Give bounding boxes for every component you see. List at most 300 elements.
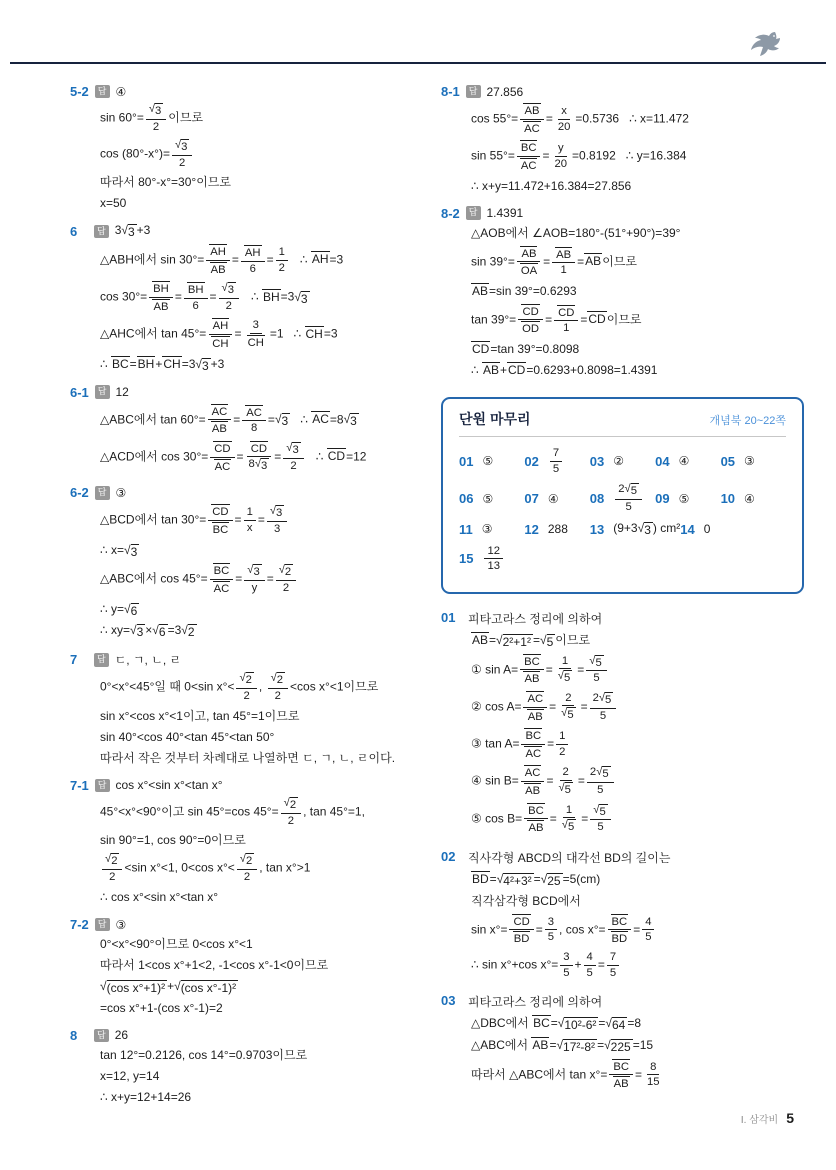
fraction	[236, 672, 256, 703]
overline-segment: AB	[613, 1078, 629, 1091]
fraction	[550, 447, 562, 475]
fraction-numerator	[149, 281, 173, 298]
radicand: 2	[187, 625, 195, 640]
answer-badge: 답	[95, 486, 110, 500]
fraction-denominator: 13	[487, 560, 500, 573]
overline-segment: BC	[524, 655, 540, 668]
square-root	[286, 442, 300, 457]
radicand: 3	[155, 105, 162, 117]
fraction-numerator	[184, 282, 208, 299]
problem-header	[70, 1028, 415, 1043]
solution-number: 02	[441, 848, 456, 864]
fraction-numerator	[521, 765, 545, 782]
problem-block	[441, 206, 804, 380]
radicand: 3	[276, 507, 283, 520]
fraction-denominator: 6	[249, 262, 256, 275]
answer-value: 1.4391	[486, 206, 524, 220]
fraction-denominator	[555, 669, 575, 685]
overline-segment: AB	[482, 363, 499, 377]
fraction-denominator: 5	[645, 931, 652, 944]
radical-sign: √	[496, 632, 503, 647]
answer-row	[459, 446, 786, 476]
fraction-denominator: 8 √ 3	[248, 458, 268, 473]
solution-line: sin x°<cos x°<1이고, tan 45°=1이므로	[100, 708, 300, 723]
solution-line: △ACD에서 cos 30°= $\frac{CD}{AC}$ = CD 8 √ 3 = √ 3 2 ∴ CD=12	[100, 441, 367, 473]
page-footer	[741, 1110, 794, 1126]
overline-segment: AB	[210, 263, 226, 276]
fraction-denominator	[520, 670, 543, 686]
solution-number: 03	[441, 993, 456, 1009]
square-root	[605, 1017, 627, 1033]
solution-line: ⑤ cos B= $\frac{BC}{AB}$ = 1 √ 5 = √ 5 5	[471, 802, 804, 836]
solution-line: ① sin A= $\frac{BC}{AB}$ = 1 √ 5 = √ 5 5	[471, 653, 804, 687]
overline-segment: AB	[556, 248, 572, 261]
radical-sign: √	[624, 483, 631, 496]
solution-line: =cos x°+1-(cos x°-1)=2	[100, 1000, 223, 1015]
answer-value: ⑤	[678, 491, 690, 506]
square-root	[130, 624, 145, 640]
overline-segment: AB	[521, 247, 537, 260]
fraction-numerator	[242, 405, 266, 422]
radical-sign: √	[148, 103, 156, 115]
fraction-numerator	[509, 914, 533, 931]
fraction	[210, 563, 234, 595]
radical-sign: √	[239, 853, 246, 866]
fraction-denominator: 5	[547, 931, 555, 944]
answer-row	[459, 521, 786, 538]
radical-sign: √	[269, 505, 277, 518]
square-root	[638, 522, 653, 538]
problem-header	[70, 485, 415, 500]
solution-number: 01	[441, 609, 456, 625]
overline-segment: CD	[558, 306, 575, 319]
fraction-denominator	[211, 458, 235, 474]
answer-value: ⑤	[482, 454, 494, 469]
solution-line: 0°<x°<90°이므로 0<cos x°<1	[100, 937, 253, 952]
radical-sign: √	[283, 796, 290, 809]
solution-block	[441, 993, 804, 1092]
square-root	[284, 797, 298, 812]
overline-segment: AC	[211, 405, 228, 418]
answer-item	[459, 491, 524, 506]
overline-segment: BC	[613, 1060, 630, 1073]
solution-line: BD= √ 4²+3² = √ 25 =5(cm)	[472, 871, 601, 888]
solution-line: sin 90°=1, cos 90°=0이므로	[100, 833, 246, 848]
problem-block	[70, 1028, 415, 1106]
fraction-numerator: y	[555, 142, 567, 157]
radical-sign: √	[221, 282, 228, 295]
square-root	[124, 544, 139, 560]
radical-sign: √	[174, 138, 182, 151]
fraction-numerator: 3	[560, 951, 572, 966]
answer-badge: 답	[94, 225, 109, 239]
radical-sign: √	[605, 1016, 612, 1031]
overline-segment: AH	[311, 252, 329, 267]
solution-line: 직사각형 ABCD의 대각선 BD의 길이는	[468, 850, 671, 865]
fraction-numerator: 8	[647, 1061, 659, 1076]
solution-line: CD=tan 39°=0.8098	[472, 342, 580, 356]
solution-line: ③ tan A= $\frac{BC}{AC}$ = $\frac{1}{2}$	[471, 727, 804, 761]
radicand: 2	[284, 566, 292, 579]
fraction	[517, 140, 541, 172]
fraction-numerator	[283, 442, 303, 459]
solution-line: 따라서 1<cos x°+1<2, -1<cos x°-1<0이므로	[100, 958, 329, 973]
fraction	[552, 142, 571, 170]
fraction-numerator	[146, 103, 166, 120]
square-root	[181, 624, 196, 640]
solution-line: 따라서 △ABC에서 tan x°= $\frac{BC}{AB}$ = $\frac{8}{15}$	[471, 1058, 804, 1092]
solution-line: 45°<x°<90°이고 sin 45°=cos 45°= √ 2 2 , tan 45°=1,	[100, 796, 365, 827]
overline-segment: AB	[211, 423, 227, 436]
square-root	[604, 1039, 633, 1055]
answer-value: 0	[703, 522, 711, 537]
radical-sign: √	[540, 871, 548, 886]
problem-block	[70, 84, 415, 212]
answer-item	[590, 454, 655, 469]
problem-header	[441, 206, 804, 221]
unit-review-answers	[459, 446, 786, 574]
fraction	[523, 691, 547, 723]
header-rule	[10, 62, 826, 64]
solution-line: △AOB에서 ∠AOB=180°-(51°+90°)=39°	[471, 225, 681, 240]
fraction	[208, 504, 232, 536]
square-root	[561, 707, 575, 722]
fraction	[518, 304, 543, 336]
overline-segment: CD	[250, 442, 268, 455]
fraction	[607, 951, 619, 979]
fraction	[149, 281, 173, 313]
radical-sign: √	[100, 979, 107, 994]
fraction-denominator	[517, 262, 541, 278]
answer-item	[459, 544, 524, 574]
square-root	[124, 603, 139, 619]
fraction-numerator	[172, 139, 192, 156]
answer-item	[459, 522, 524, 537]
answer-number: 03	[589, 453, 605, 469]
problem-block	[70, 385, 415, 475]
problem-header	[441, 84, 804, 99]
solution-line: sin 55°= $\frac{BC}{AC}$ = $\frac{y}{20}$ =0.8192 ∴ y=16.384	[471, 142, 687, 172]
problem-number: 5-2	[70, 84, 89, 99]
overline-segment: BC	[212, 524, 229, 536]
fraction-numerator	[517, 140, 541, 157]
fraction-numerator: 2	[560, 766, 572, 781]
overline-segment: CD	[327, 449, 346, 464]
answer-value: ③	[744, 454, 755, 469]
fraction	[268, 672, 288, 703]
fraction-numerator: 7	[607, 951, 619, 966]
problem-header	[70, 84, 415, 99]
answer-item	[590, 482, 655, 515]
solution-line: ∴ sin x°+cos x°= $\frac{3}{5}$ + $\frac{4}{5}$ = $\frac{7}{5}$	[471, 950, 804, 980]
overline-segment: BC	[525, 730, 542, 743]
content-columns	[70, 84, 804, 1117]
fraction-denominator	[610, 1075, 633, 1091]
fraction	[615, 483, 642, 514]
radicand: 3	[253, 566, 260, 579]
fraction-numerator: 3	[545, 916, 557, 931]
radicand: 3	[136, 625, 144, 640]
radicand: 2	[276, 674, 284, 687]
answer-value: ④	[115, 84, 127, 99]
radicand: 3	[201, 358, 209, 373]
solution-line: △BCD에서 tan 30°= $\frac{CD}{BC}$ = $\frac{1}{x}$ = √ 3 3	[100, 503, 415, 537]
fraction-numerator	[268, 672, 288, 689]
answer-value: 27.856	[486, 84, 524, 99]
fraction	[241, 245, 265, 275]
solution-line: ∴ x= √ 3	[100, 542, 138, 559]
problem-number: 6-2	[70, 485, 89, 501]
answer-number: 13	[589, 521, 605, 537]
radical-sign: √	[152, 623, 159, 638]
fraction	[267, 505, 287, 536]
fraction	[521, 728, 545, 760]
fraction-numerator	[208, 504, 232, 521]
fraction-denominator: 3	[273, 523, 281, 536]
overline-segment: AB	[585, 253, 602, 268]
fraction-denominator	[149, 298, 172, 314]
fraction-numerator	[554, 305, 578, 322]
fraction-denominator: 5	[586, 966, 593, 979]
radicand: 3	[644, 522, 651, 537]
overline-segment: AH	[212, 320, 229, 333]
answer-value: cos x°<sin x°<tan x°	[115, 778, 223, 793]
fraction-denominator: 15	[647, 1076, 660, 1089]
solution-line: ∴ xy= √ 3 × √ 6 =3 √ 2	[100, 623, 195, 640]
answer-value: ②	[613, 454, 625, 469]
fraction-numerator	[517, 246, 540, 263]
radicand: 3	[292, 443, 299, 456]
answer-value: ③	[481, 522, 493, 537]
overline-segment: BH	[262, 289, 280, 304]
problem-number: 7	[70, 652, 78, 668]
radicand: 3	[127, 225, 135, 240]
solution-line: AB= √ 2²+1² = √ 5 이므로	[472, 632, 591, 649]
answer-value: 12	[115, 385, 129, 400]
answer-value: ③	[115, 485, 127, 500]
answer-item	[524, 446, 589, 476]
answer-badge: 답	[94, 1029, 109, 1043]
radicand: 6	[158, 625, 166, 640]
solution-line: 0°<x°<45°일 때 0<sin x°< √ 2 2 , √ 2 2 <cos x°<1이므로	[100, 672, 379, 703]
fraction-numerator	[247, 441, 271, 458]
radicand: 5	[563, 672, 571, 685]
overline-segment: AC	[524, 122, 540, 135]
fraction-denominator: 5	[609, 966, 617, 979]
fraction	[520, 654, 544, 686]
overline-segment: AC	[312, 411, 329, 426]
problem-number: 6-1	[70, 384, 89, 400]
fraction-numerator: 1	[563, 804, 575, 819]
solution-block	[441, 610, 804, 836]
solution-line: ∴ AB+CD=0.6293+0.8098=1.4391	[471, 363, 658, 377]
answer-value	[482, 544, 505, 574]
fraction-denominator	[518, 320, 543, 336]
overline-segment: AH	[244, 246, 261, 259]
fraction	[587, 766, 614, 797]
unit-review-page-ref: 개념북 20~22쪽	[709, 415, 786, 427]
answer-number: 14	[680, 521, 695, 537]
radical-sign: √	[123, 601, 131, 616]
problem-block	[70, 223, 415, 373]
solution-line: 따라서 작은 것부터 차례대로 나열하면 ㄷ, ㄱ, ㄴ, ㄹ이다.	[100, 750, 396, 765]
radicand: 5	[546, 634, 554, 649]
radical-sign: √	[593, 803, 600, 816]
radicand: 225	[610, 1040, 631, 1055]
fraction-numerator: 1	[556, 730, 568, 745]
radical-sign: √	[129, 623, 137, 638]
fraction-numerator	[518, 304, 542, 321]
fraction-denominator	[209, 521, 233, 537]
right-problems	[441, 84, 804, 379]
radical-sign: √	[278, 564, 285, 577]
fraction-denominator: 1	[563, 322, 570, 335]
answer-badge: 답	[95, 385, 110, 399]
square-root	[596, 766, 610, 781]
solution-line: ∴ x+y=12+14=26	[100, 1089, 192, 1104]
problem-header	[70, 223, 415, 240]
fraction-numerator: 1	[244, 506, 256, 521]
fraction-numerator	[219, 282, 239, 299]
overline-segment: CH	[163, 356, 181, 371]
fraction-numerator	[236, 672, 256, 689]
fraction	[556, 730, 568, 758]
radicand: 25	[547, 873, 561, 888]
radical-sign: √	[604, 1038, 611, 1053]
radicand: 5	[602, 768, 609, 781]
square-root	[625, 483, 639, 498]
fraction	[208, 404, 232, 436]
radicand: 3	[300, 291, 308, 306]
radicand: 3	[227, 284, 234, 297]
fraction-denominator: 2	[274, 690, 281, 703]
answer-item	[459, 454, 524, 469]
radicand: 3	[130, 544, 138, 559]
solution-block	[441, 849, 804, 980]
answer-value: ③	[115, 917, 127, 932]
overline-segment: CD	[212, 506, 229, 519]
answer-row	[459, 482, 786, 515]
overline-segment: AB	[472, 632, 489, 647]
answer-number: 07	[524, 491, 539, 507]
solution-line: cos (80°-x°)= √ 3 2	[100, 138, 415, 171]
problem-block	[70, 485, 415, 640]
radical-sign: √	[254, 458, 261, 471]
fraction-numerator	[267, 505, 287, 522]
radicand: (cos x°-1)²	[180, 981, 237, 996]
radicand: 2	[245, 674, 252, 687]
solution-line: ② cos A= $\frac{AC}{AB}$ = 2 √ 5 = 2 √ 5 5	[471, 690, 804, 724]
solution-line: AB=sin 39°=0.6293	[472, 283, 577, 298]
radical-sign: √	[121, 223, 128, 238]
radical-sign: √	[561, 707, 568, 720]
solution-line: x=12, y=14	[100, 1068, 160, 1083]
radical-sign: √	[589, 654, 596, 667]
fraction-numerator	[210, 563, 234, 580]
answer-value: ④	[678, 454, 690, 469]
fraction	[545, 916, 557, 944]
fraction-denominator: 5	[597, 784, 604, 797]
problem-header	[70, 778, 415, 793]
fraction-denominator: 2	[559, 745, 566, 758]
answer-badge: 답	[95, 918, 110, 932]
solution-line: cos 55°= $\frac{AB}{AC}$ = $\frac{x}{20}$ =0.5736 ∴ x=11.472	[471, 105, 689, 135]
fraction	[172, 139, 192, 170]
fraction	[520, 103, 544, 135]
overline-segment: AB	[524, 105, 540, 117]
solution-line: tan 12°=0.2126, cos 14°=0.9703이므로	[100, 1047, 308, 1062]
square-root	[121, 224, 136, 240]
square-root	[599, 692, 613, 707]
fraction-denominator: 1	[560, 264, 567, 277]
fraction	[244, 506, 256, 534]
square-root	[589, 655, 603, 670]
problem-number: 7-2	[70, 917, 89, 933]
fraction-numerator	[552, 247, 575, 264]
problem-number: 7-1	[70, 777, 89, 793]
fraction	[210, 441, 234, 473]
solution-line: 피타고라스 정리에 의하여	[468, 995, 603, 1010]
radical-sign: √	[557, 670, 564, 683]
fraction	[237, 853, 257, 884]
solution-line: 직각삼각형 BCD에서	[471, 893, 581, 908]
fraction-numerator	[209, 318, 233, 335]
solution-line: △ABH에서 sin 30°= $\frac{AH}{AB}$ = $\frac{AH}{6}$ = $\frac{1}{2}$ ∴ AH=3	[100, 245, 344, 276]
answer-number: 10	[720, 491, 736, 507]
fraction-numerator	[609, 1059, 633, 1076]
fraction-numerator	[520, 654, 544, 671]
answer-badge: 답	[466, 206, 481, 220]
unit-review-header	[459, 409, 786, 437]
square-root	[275, 413, 290, 429]
fraction-denominator: 2	[278, 261, 285, 274]
fraction	[102, 853, 122, 884]
square-root	[105, 853, 119, 868]
square-root	[270, 505, 284, 520]
problem-number: 8	[70, 1027, 78, 1043]
solution-line: √ (cos x°+1)² + √ (cos x°-1)²	[100, 979, 237, 996]
fraction	[146, 103, 166, 134]
overline-segment: BD	[472, 871, 489, 886]
overline-segment: CD	[508, 363, 526, 377]
square-root	[540, 634, 555, 650]
radicand: 2²+1²	[502, 634, 531, 649]
overline-segment: AB	[532, 1038, 549, 1053]
radical-sign: √	[596, 766, 603, 779]
problem-number: 8-2	[441, 205, 460, 221]
chapter-label: Ⅰ. 삼각비	[740, 1115, 779, 1126]
fraction-numerator: 7	[550, 447, 562, 462]
square-root	[294, 291, 309, 307]
solution-line: △ABC에서 tan 60°= $\frac{AC}{AB}$ = $\frac{AC}{8}$ = √ 3 ∴ AC=8 √ 3	[100, 405, 357, 436]
fraction	[246, 441, 273, 474]
overline-segment: BC	[611, 915, 628, 928]
fraction-denominator	[210, 580, 234, 596]
overline-segment: BC	[213, 565, 230, 578]
radical-sign: √	[274, 411, 282, 426]
fraction-denominator: 5	[593, 672, 600, 685]
square-root	[496, 634, 533, 650]
fraction-denominator: 2	[282, 582, 290, 595]
overline-segment: AB	[527, 710, 543, 723]
fraction-numerator	[281, 797, 301, 814]
answer-value: ④	[744, 491, 755, 506]
fraction-denominator	[555, 781, 575, 797]
solution-line: ∴ cos x°<sin x°<tan x°	[100, 890, 219, 905]
radical-sign: √	[247, 564, 254, 577]
radicand: 17²-8²	[563, 1040, 596, 1055]
fraction-denominator: 2	[290, 459, 297, 472]
